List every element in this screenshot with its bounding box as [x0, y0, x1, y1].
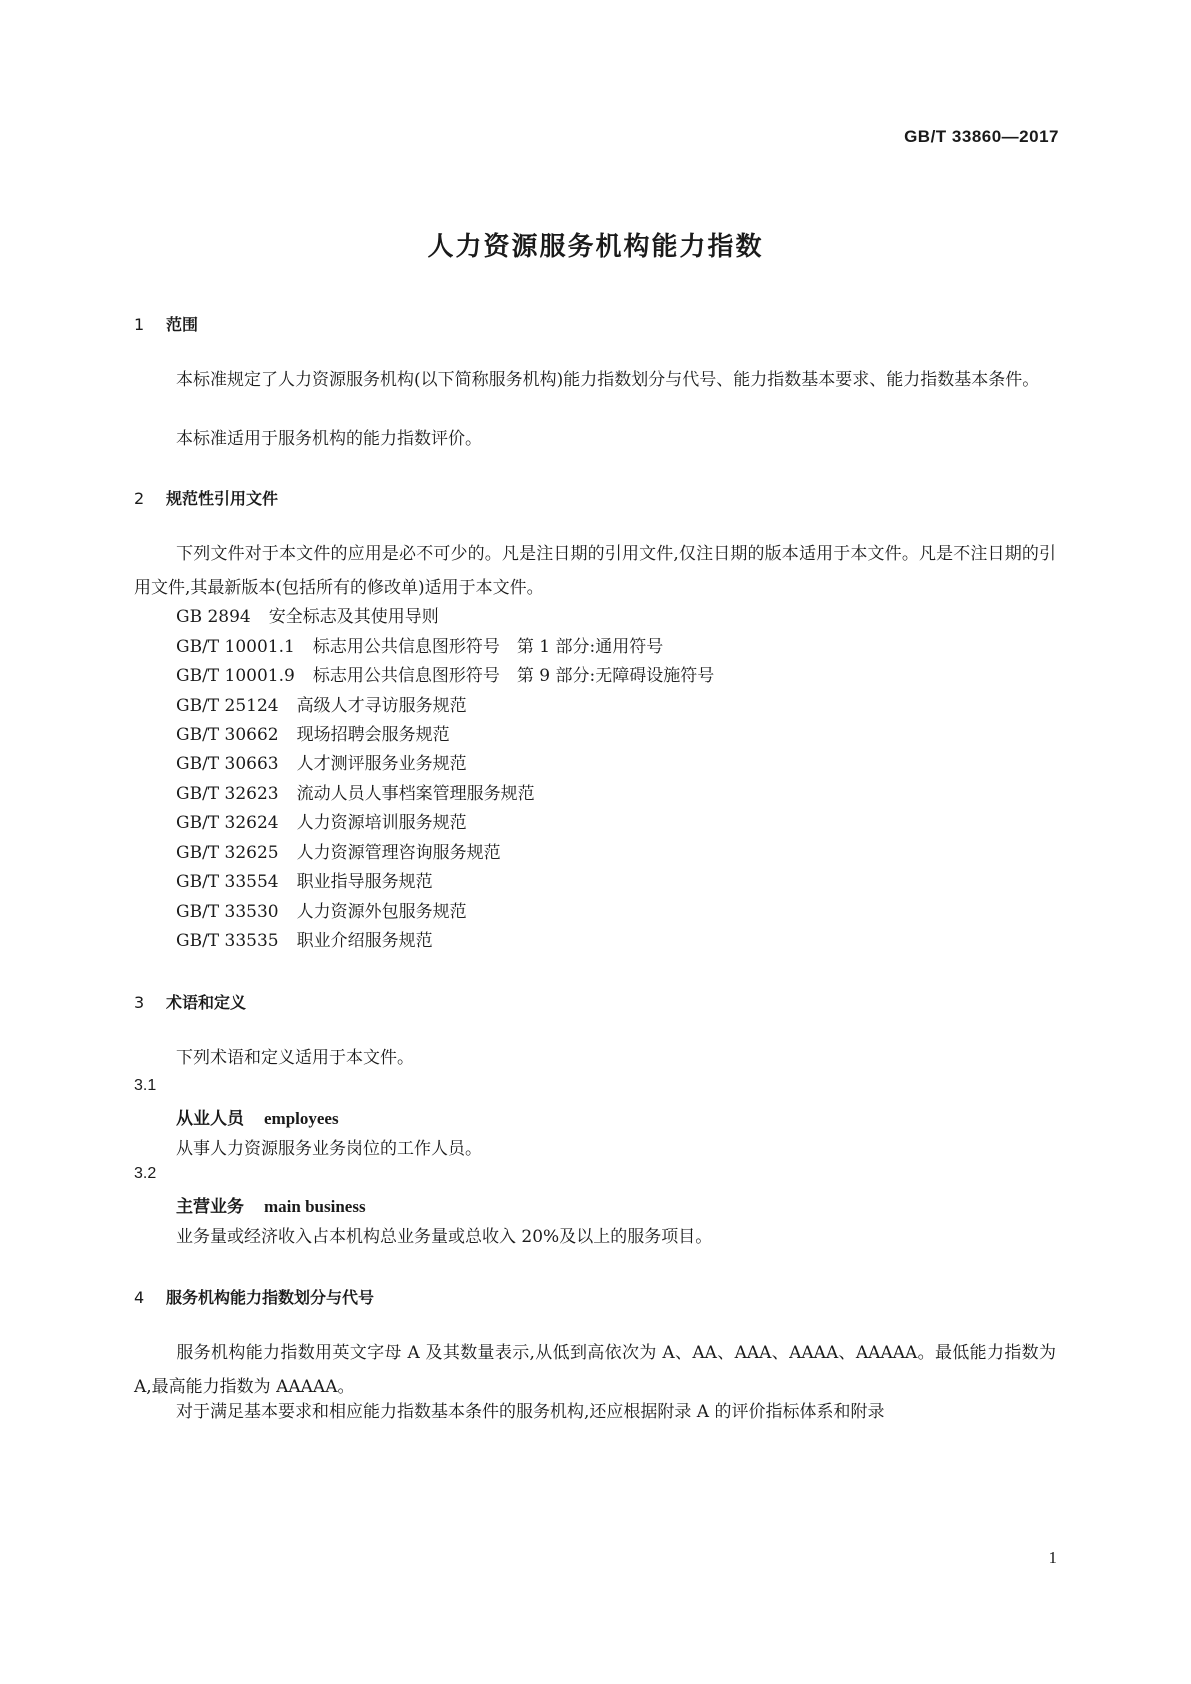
- reference-item: GB/T 10001.1 标志用公共信息图形符号 第 1 部分:通用符号: [176, 637, 664, 657]
- term-en: main business: [264, 1197, 366, 1216]
- paragraph: 对于满足基本要求和相应能力指数基本条件的服务机构,还应根据附录 A 的评价指标体系和附录: [176, 1402, 885, 1422]
- document-title: 人力资源服务机构能力指数: [427, 232, 764, 262]
- section-title: 服务机构能力指数划分与代号: [166, 1288, 375, 1307]
- term-zh: 从业人员: [176, 1109, 244, 1129]
- term-entry: [176, 1104, 339, 1129]
- paragraph: 本标准适用于服务机构的能力指数评价。: [176, 429, 482, 449]
- clause-number: 3.2: [134, 1165, 157, 1182]
- section-title: 规范性引用文件: [166, 489, 279, 508]
- reference-item: GB/T 33530 人力资源外包服务规范: [176, 902, 467, 922]
- reference-item: GB/T 25124 高级人才寻访服务规范: [176, 696, 467, 716]
- term-zh: 主营业务: [176, 1197, 244, 1217]
- section-heading-index-classification: [134, 1285, 374, 1308]
- section-title: 范围: [166, 315, 199, 334]
- paragraph: 服务机构能力指数用英文字母 A 及其数量表示,从低到高依次为 A、AA、AAA、AAAA、AAAAA。最低能力指数为 A,最高能力指数为 AAAAA。: [134, 1343, 1056, 1397]
- section-number: 4: [134, 1288, 145, 1307]
- reference-item: GB/T 32623 流动人员人事档案管理服务规范: [176, 784, 535, 804]
- reference-item: GB 2894 安全标志及其使用导则: [176, 607, 439, 627]
- reference-item: GB/T 32625 人力资源管理咨询服务规范: [176, 843, 501, 863]
- section-number: 2: [134, 489, 145, 508]
- section-number: 1: [134, 315, 145, 334]
- section-heading-normative-references: [134, 486, 278, 509]
- term-definition: 从事人力资源服务业务岗位的工作人员。: [176, 1139, 482, 1159]
- standard-number: GB/T 33860—2017: [904, 127, 1059, 146]
- section-heading-scope: [134, 312, 198, 335]
- reference-item: GB/T 33535 职业介绍服务规范: [176, 931, 433, 951]
- clause-number: 3.1: [134, 1077, 157, 1094]
- term-definition: 业务量或经济收入占本机构总业务量或总收入 20%及以上的服务项目。: [176, 1227, 713, 1247]
- page-number: 1: [1048, 1548, 1057, 1567]
- reference-item: GB/T 30662 现场招聘会服务规范: [176, 725, 450, 745]
- paragraph: 本标准规定了人力资源服务机构(以下简称服务机构)能力指数划分与代号、能力指数基本要求、能力指数基本条件。: [176, 370, 1040, 390]
- term-en: employees: [264, 1109, 339, 1128]
- section-number: 3: [134, 993, 145, 1012]
- reference-item: GB/T 33554 职业指导服务规范: [176, 872, 433, 892]
- reference-item: GB/T 10001.9 标志用公共信息图形符号 第 9 部分:无障碍设施符号: [176, 666, 715, 686]
- term-entry: [176, 1192, 366, 1217]
- reference-item: GB/T 30663 人才测评服务业务规范: [176, 754, 467, 774]
- section-title: 术语和定义: [166, 993, 247, 1012]
- paragraph: 下列术语和定义适用于本文件。: [176, 1048, 414, 1068]
- paragraph: 下列文件对于本文件的应用是必不可少的。凡是注日期的引用文件,仅注日期的版本适用于本文件。凡是不注日期的引用文件,其最新版本(包括所有的修改单)适用于本文件。: [134, 544, 1056, 598]
- reference-item: GB/T 32624 人力资源培训服务规范: [176, 813, 467, 833]
- section-heading-terms-definitions: [134, 990, 246, 1013]
